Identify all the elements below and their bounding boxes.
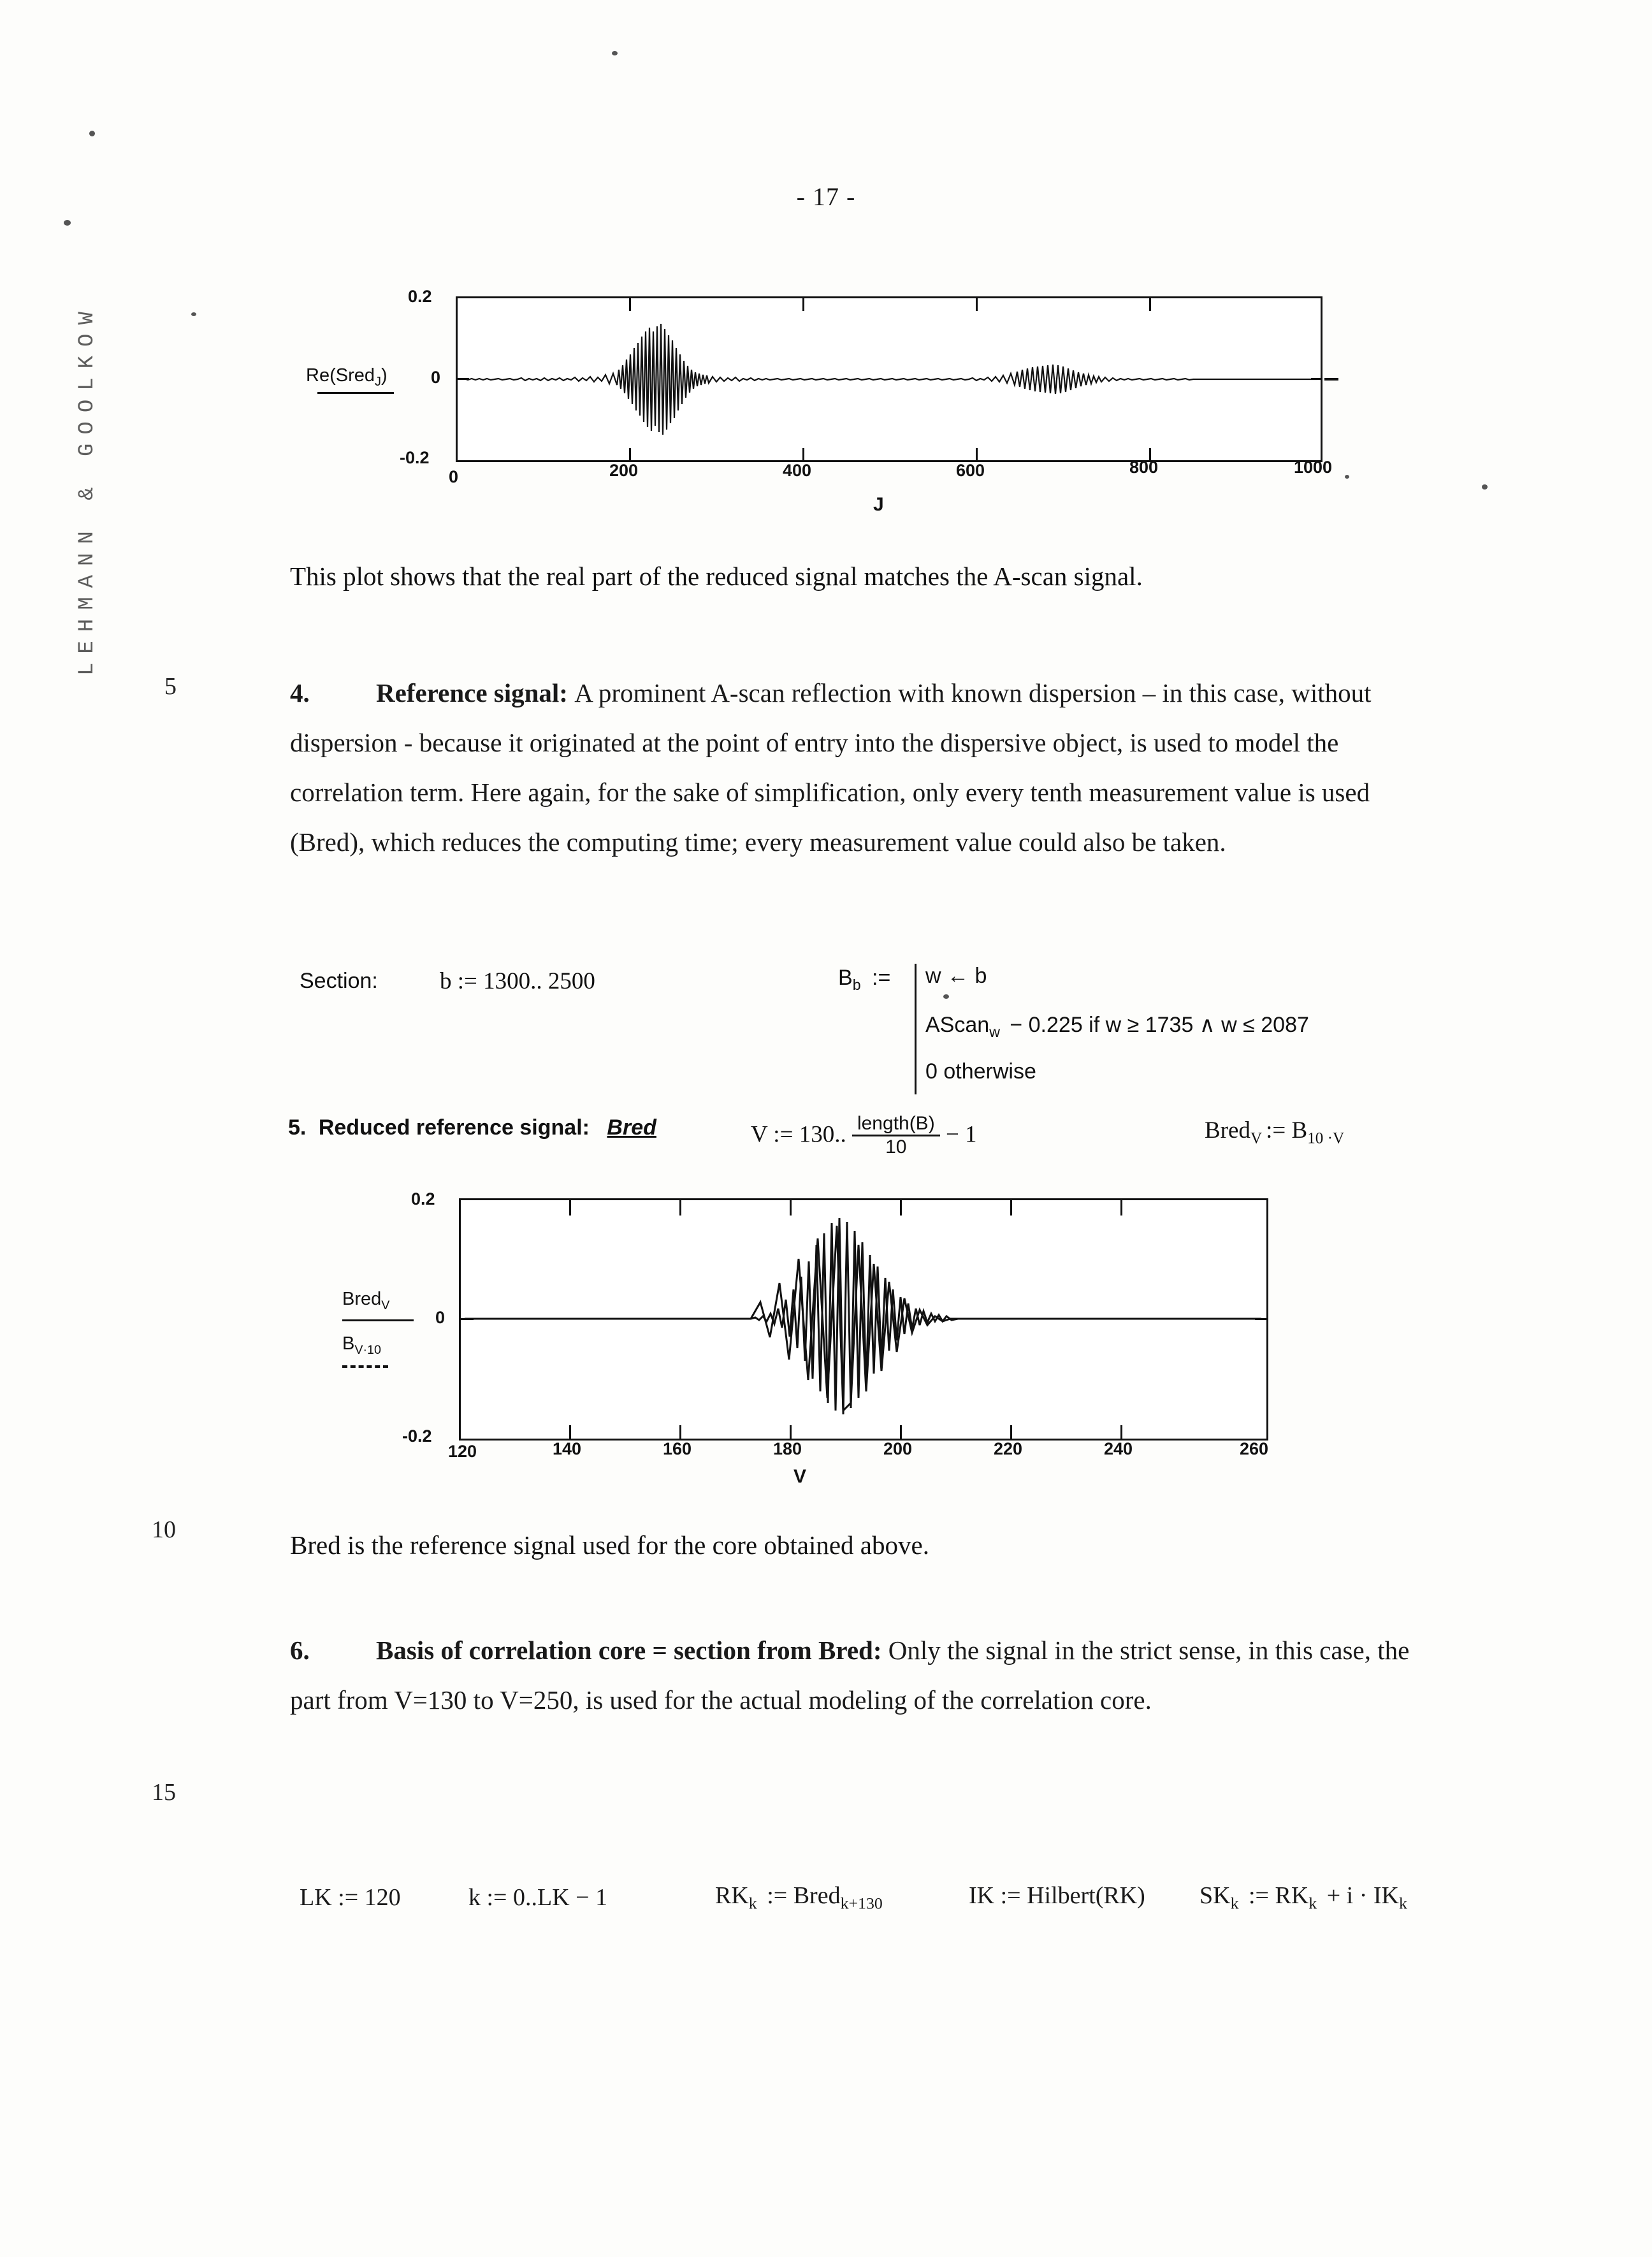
equation-sk-lhs: SK bbox=[1199, 1882, 1231, 1909]
plot2-x-axis-label: V bbox=[793, 1466, 807, 1487]
equation-ik: IK := Hilbert(RK) bbox=[969, 1882, 1145, 1909]
bred-definition bbox=[1205, 1117, 1344, 1147]
margin-stamp: LEHMANN & GOOLKOW bbox=[75, 303, 99, 676]
bred-definition-assign: := B bbox=[1266, 1117, 1308, 1143]
bb-line-3: 0 otherwise bbox=[925, 1059, 1036, 1084]
plot2-x-tick: 240 bbox=[1104, 1439, 1133, 1458]
equation-sk-sub2: k bbox=[1308, 1894, 1317, 1913]
figure-reduced-signal-plot bbox=[306, 287, 1333, 515]
figure-reduced-reference-plot bbox=[342, 1189, 1297, 1487]
plot2-x-tick: 200 bbox=[883, 1439, 913, 1458]
v-fraction-numerator: length(B) bbox=[857, 1113, 935, 1134]
paragraph-reference-signal bbox=[290, 668, 1444, 867]
equation-sk-sub: k bbox=[1230, 1894, 1239, 1913]
plot1-x-tick: 1000 bbox=[1294, 458, 1333, 477]
paragraph-correlation-core bbox=[290, 1625, 1444, 1725]
line-number: 10 bbox=[152, 1516, 176, 1543]
bb-line-2-sub: w bbox=[989, 1023, 1000, 1040]
bb-brace bbox=[915, 964, 917, 1094]
equation-rk bbox=[715, 1882, 883, 1913]
paragraph-6-text: Only the signal in the strict sense, in this case, the part from V=130 to V=250, is used for the actual modeling of the correlation core. bbox=[290, 1636, 1410, 1715]
plot1-right-stub bbox=[1324, 378, 1338, 381]
scan-speck bbox=[1482, 484, 1488, 490]
plot1-y-tick-top: 0.2 bbox=[408, 287, 432, 306]
line-number: 15 bbox=[152, 1779, 176, 1806]
plot1-series-label-close: ) bbox=[381, 365, 388, 386]
plot1-y-tick-bot: -0.2 bbox=[400, 448, 430, 467]
paragraph-6-heading: Basis of correlation core = section from Bred: bbox=[376, 1636, 882, 1665]
plot2-x-tick: 260 bbox=[1240, 1439, 1269, 1458]
paragraph-4-text: A prominent A-scan reflection with known dispersion – in this case, without dispersion - because it originated at the point of entry into the dispersive object, is used to model the correlation term. Here again, for the sake of simplification, only every tenth measurement value is used (Bred), which reduces the computing time; every measurement value could also be taken. bbox=[290, 678, 1372, 857]
bb-line-1: w ← b bbox=[925, 964, 987, 988]
plot2-legend-dashed bbox=[342, 1333, 381, 1358]
equation-rk-sub: k bbox=[748, 1894, 757, 1913]
paragraph-6-number: 6. bbox=[290, 1636, 310, 1665]
equation-sk-rest: + i · IK bbox=[1326, 1882, 1399, 1909]
bb-line-2-rest: − 0.225 if w ≥ 1735 ∧ w ≤ 2087 bbox=[1010, 1013, 1309, 1037]
bb-assign: := bbox=[872, 966, 891, 990]
plot1-y-tick-mid: 0 bbox=[431, 368, 441, 387]
plot1-x-axis-label: J bbox=[873, 494, 884, 515]
plot1-series-label bbox=[306, 365, 388, 389]
plot1-x-tick: 400 bbox=[783, 461, 812, 480]
plot2-waveform bbox=[461, 1200, 1266, 1439]
plot2-legend-dashed-sub: V·10 bbox=[354, 1342, 381, 1357]
caption-plot1: This plot shows that the real part of the reduced signal matches the A-scan signal. bbox=[290, 562, 1143, 591]
plot2-legend-solid bbox=[342, 1289, 389, 1313]
equation-rk-sub2: k+130 bbox=[840, 1894, 883, 1913]
plot2-x-tick: 220 bbox=[994, 1439, 1023, 1458]
plot2-x-tick: 160 bbox=[663, 1439, 692, 1458]
reduced-signal-label bbox=[288, 1115, 656, 1140]
bb-lhs-subscript: b bbox=[852, 976, 861, 993]
plot2-x-tick: 120 bbox=[448, 1442, 477, 1461]
equation-sk-sub3: k bbox=[1398, 1894, 1407, 1913]
scan-speck bbox=[64, 220, 71, 226]
v-definition bbox=[751, 1114, 977, 1159]
plot2-y-tick-top: 0.2 bbox=[411, 1189, 435, 1208]
plot1-x-tick: 800 bbox=[1129, 458, 1159, 477]
v-definition-prefix: V := 130.. bbox=[751, 1121, 846, 1148]
plot2-legend-solid-rule bbox=[342, 1319, 414, 1321]
equation-sk bbox=[1199, 1882, 1407, 1913]
equation-rk-lhs: RK bbox=[715, 1882, 749, 1909]
plot2-y-tick-mid: 0 bbox=[435, 1308, 446, 1327]
plot1-x-tick: 600 bbox=[956, 461, 985, 480]
bb-line-2 bbox=[925, 1012, 1309, 1041]
plot2-x-tick: 140 bbox=[553, 1439, 582, 1458]
plot1-series-label-text: Re(Sred bbox=[306, 365, 375, 386]
section-label: Section: bbox=[300, 969, 378, 993]
plot2-y-tick-bot: -0.2 bbox=[402, 1426, 432, 1446]
paragraph-4-heading: Reference signal: bbox=[376, 678, 568, 708]
plot1-waveform bbox=[458, 298, 1321, 460]
reduced-signal-number: 5. bbox=[288, 1115, 307, 1140]
line-number: 5 bbox=[164, 673, 177, 700]
plot1-series-label-sub: J bbox=[375, 374, 381, 389]
bb-lhs-symbol: B bbox=[838, 966, 853, 990]
plot1-legend-rule bbox=[317, 392, 394, 394]
caption-plot2: Bred is the reference signal used for the core obtained above. bbox=[290, 1530, 929, 1560]
plot1-x-tick: 0 bbox=[449, 467, 459, 486]
v-definition-suffix: − 1 bbox=[945, 1121, 977, 1148]
plot2-x-tick: 180 bbox=[773, 1439, 802, 1458]
section-definition: b := 1300.. 2500 bbox=[440, 968, 595, 994]
scan-speck bbox=[943, 994, 949, 999]
equation-k-range-pre: k := 0..LK bbox=[468, 1884, 570, 1911]
plot1-x-tick: 200 bbox=[609, 461, 639, 480]
scan-speck bbox=[1345, 475, 1349, 479]
plot2-legend-dashed-rule bbox=[342, 1365, 388, 1368]
plot2-legend-dashed-text: B bbox=[342, 1333, 355, 1354]
scan-speck bbox=[191, 312, 196, 316]
v-definition-fraction bbox=[852, 1113, 940, 1158]
bb-lhs bbox=[838, 966, 890, 994]
equation-k-range bbox=[468, 1883, 607, 1912]
plot2-legend-solid-sub: V bbox=[381, 1298, 390, 1312]
bb-line-2-fn: AScan bbox=[925, 1013, 990, 1037]
page-number: - 17 - bbox=[796, 182, 856, 211]
scan-speck bbox=[612, 51, 618, 55]
bred-definition-sub: V bbox=[1250, 1129, 1263, 1147]
plot2-legend-solid-text: Bred bbox=[342, 1289, 382, 1309]
equation-rk-assign: := Bred bbox=[767, 1882, 841, 1909]
reduced-signal-heading: Reduced reference signal: bbox=[318, 1115, 590, 1140]
paragraph-4-number: 4. bbox=[290, 678, 310, 708]
bred-definition-lhs: Bred bbox=[1205, 1117, 1250, 1143]
reduced-signal-name: Bred bbox=[607, 1115, 656, 1140]
v-fraction-denominator: 10 bbox=[852, 1135, 940, 1158]
equation-lk: LK := 120 bbox=[300, 1884, 401, 1911]
equation-k-range-post: − 1 bbox=[576, 1884, 608, 1911]
bred-definition-sub2: 10 ·V bbox=[1307, 1129, 1345, 1147]
equation-sk-assign: := RK bbox=[1249, 1882, 1309, 1909]
